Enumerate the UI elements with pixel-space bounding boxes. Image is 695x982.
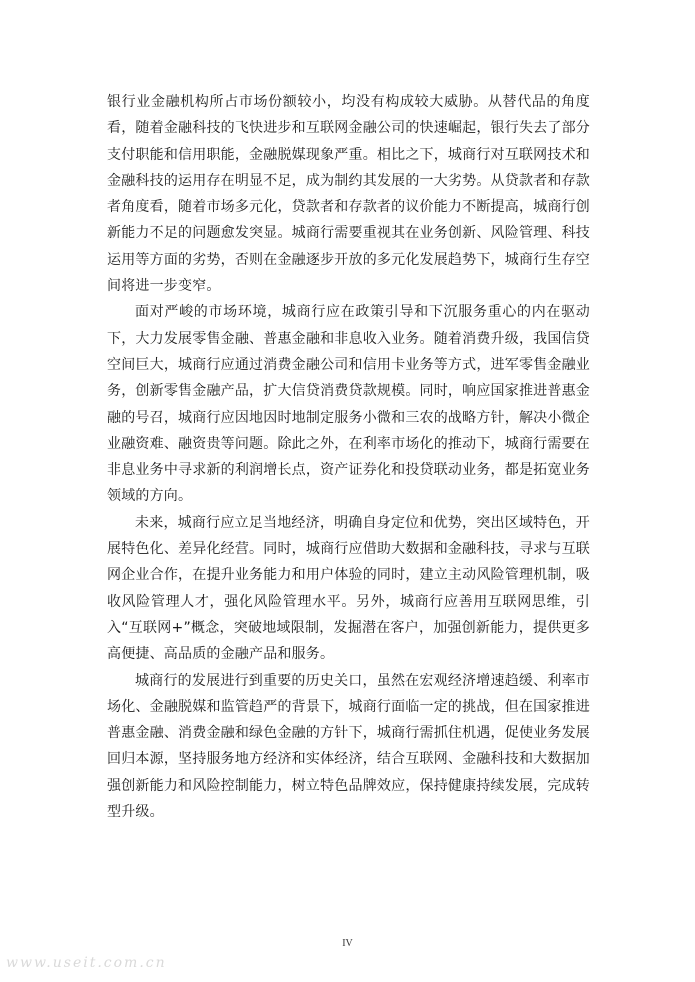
paragraph-conclusion: 城商行的发展进行到重要的历史关口，虽然在宏观经济增速趋缓、利率市场化、金融脱媒和监管趋严的背景下，城商行面临一定的挑战，但在国家推进普惠金融、消费金融和绿色金融的方针下，城商行需抓住机遇，促使业务发展回归本源，坚持服务地方经济和实体经济，结合互联网、金融科技和大数据加强创新能力和风险控制能力，树立特色品牌效应，保持健康持续发展，完成转型升级。 <box>107 672 590 821</box>
body-text <box>107 89 590 825</box>
paragraph-market-environment: 面对严峻的市场环境，城商行应在政策引导和下沉服务重心的内在驱动下，大力发展零售金融、普惠金融和非息收入业务。随着消费升级，我国信贷空间巨大，城商行应通过消费金融公司和信用卡业务等方式，进军零售金融业务，创新零售金融产品，扩大信贷消费贷款规模。同时，响应国家推进普惠金融的号召，城商行应因地因时地制定服务小微和三农的战略方针，解决小微企业融资难、融资贵等问题。除此之外，在利率市场化的推动下，城商行需要在非息业务中寻求新的利润增长点，资产证券化和投贷联动业务，都是拓宽业务领域的方向。 <box>107 304 590 505</box>
paragraph-future-strategy: 未来，城商行应立足当地经济，明确自身定位和优势，突出区域特色，开展特色化、差异化经营。同时，城商行应借助大数据和金融科技，寻求与互联网企业合作，在提升业务能力和用户体验的同时，建立主动风险管理机制，吸收风险管理人才，强化风险管理水平。另外，城商行应善用互联网思维，引入“互联网+”概念，突破地域限制，发掘潜在客户，加强创新能力，提供更多高便捷、高品质的金融产品和服务。 <box>107 514 590 663</box>
paragraph-continued: 银行业金融机构所占市场份额较小，均没有构成较大威胁。从替代品的角度看，随着金融科技的飞快进步和互联网金融公司的快速崛起，银行失去了部分支付职能和信用职能，金融脱媒现象严重。相比之下，城商行对互联网技术和金融科技的运用存在明显不足，成为制约其发展的一大劣势。从贷款者和存款者角度看，随着市场多元化，贷款者和存款者的议价能力不断提高，城商行创新能力不足的问题愈发突显。城商行需要重视其在业务创新、风险管理、科技运用等方面的劣势，否则在金融逐步开放的多元化发展趋势下，城商行生存空间将进一步变窄。 <box>107 94 590 295</box>
watermark-logo: www.useit.com.cn <box>6 955 167 971</box>
page-number: IV <box>342 938 353 949</box>
